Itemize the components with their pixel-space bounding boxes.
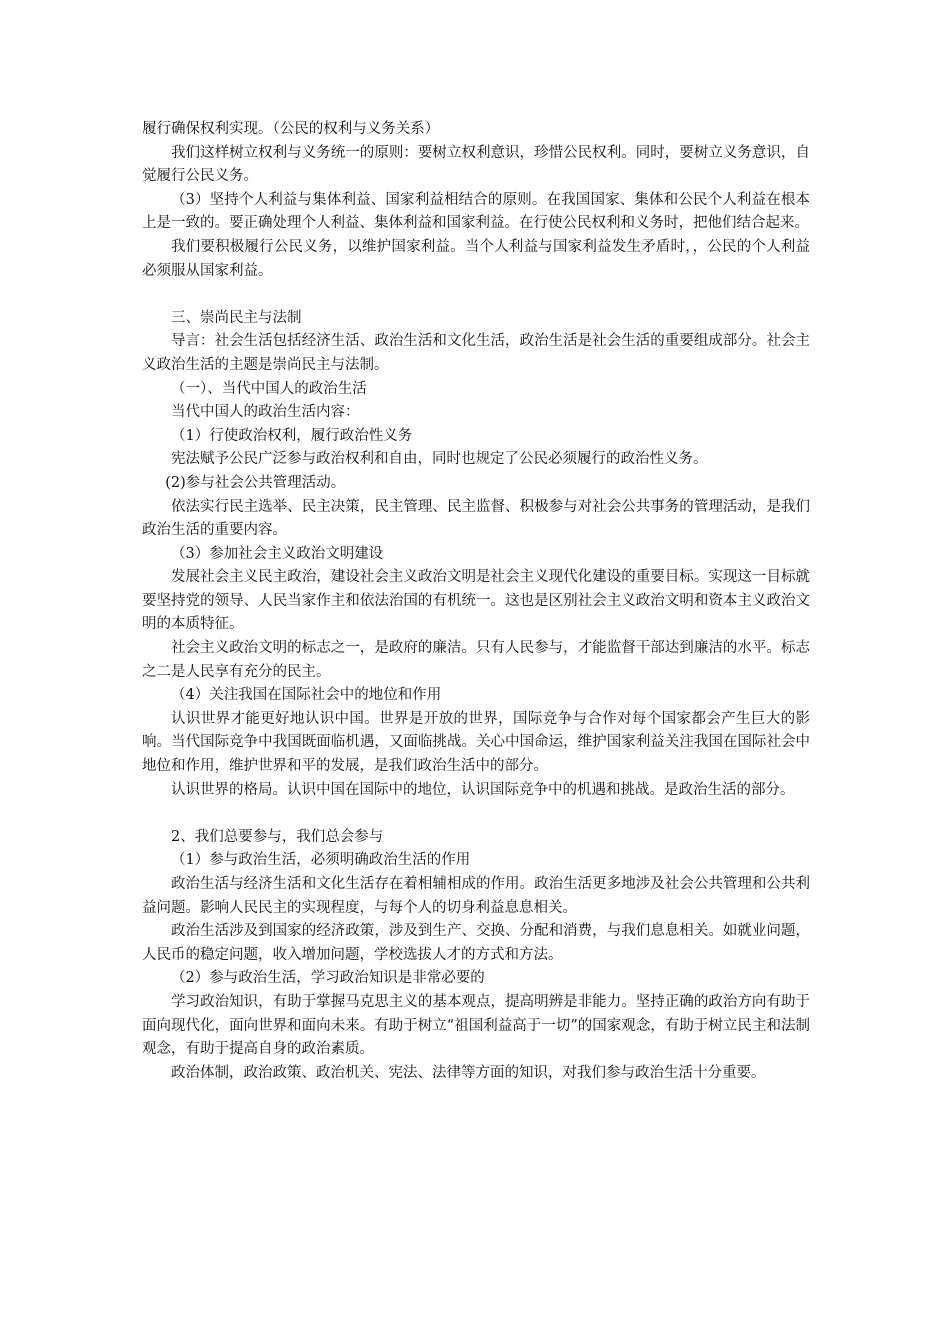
list-heading: （4）关注我国在国际社会中的地位和作用 [171, 687, 442, 704]
paragraph: 社会主义政治文明的标志之一，是政府的廉洁。只有人民参与，才能监督干部达到廉洁的水平。标志之二是人民享有充分的民主。 [142, 640, 810, 680]
blank-line [142, 283, 810, 307]
paragraph: 履行确保权利实现。（公民的权利与义务关系） [142, 121, 440, 137]
list-heading: （3）参加社会主义政治文明建设 [171, 545, 384, 562]
paragraph: 政治生活涉及到国家的经济政策，涉及到生产、交换、分配和消费，与我们息息相关。如就业问题，人民币的稳定问题，收入增加问题，学校选拔人才的方式和方法。 [142, 923, 810, 963]
paragraph: 认识世界才能更好地认识中国。世界是开放的世界，国际竞争与合作对每个国家都会产生巨大的影响。当代国际竞争中我国既面临机遇，又面临挑战。关心中国命运，维护国家利益关注我国在国际社会中地位和作用，维护世界和平的发展，是我们政治生活中的部分。 [142, 710, 810, 775]
paragraph: 我们这样树立权利与义务统一的原则：要树立权利意识，珍惜公民权利。同时，要树立义务意识，自觉履行公民义务。 [142, 144, 810, 185]
list-heading: (2)参与社会公共管理活动。 [165, 474, 346, 491]
paragraph: 政治体制，政治政策、政治机关、宪法、法律等方面的知识，对我们参与政治生活十分重要。 [171, 1064, 766, 1081]
paragraph: 政治生活与经济生活和文化生活存在着相辅相成的作用。政治生活更多地涉及社会公共管理和公共利益问题。影响人民民主的实现程度，与每个人的切身利益息息相关。 [142, 876, 810, 916]
blank-line [142, 802, 810, 826]
paragraph: 认识世界的格局。认识中国在国际中的地位，认识国际竞争中的机遇和挑战。是政治生活的部分。 [171, 781, 795, 798]
list-heading: （1）参与政治生活，必须明确政治生活的作用 [171, 852, 471, 869]
section-heading: 2、我们总要参与，我们总会参与 [171, 828, 384, 845]
paragraph: 学习政治知识，有助于掌握马克思主义的基本观点，提高明辨是非能力。坚持正确的政治方向有助于面向现代化，面向世界和面向未来。有助于树立“祖国利益高于一切”的国家观念，有助于树立民主和法制观念，有助于提高自身的政治素质。 [142, 993, 810, 1058]
section-heading: 三、崇尚民主与法制 [171, 309, 302, 326]
paragraph: 依法实行民主选举、民主决策，民主管理、民主监督、积极参与对社会公共事务的管理活动，是我们政治生活的重要内容。 [142, 498, 810, 539]
paragraph: 发展社会主义民主政治，建设社会主义政治文明是社会主义现代化建设的重要目标。实现这一目标就要坚持党的领导、人民当家作主和依法治国的有机统一。这也是区别社会主义政治文明和资本主义政治文明的本质特征。 [142, 569, 810, 633]
list-heading: （1）行使政治权利，履行政治性义务 [171, 427, 413, 444]
document-body [142, 118, 810, 1085]
paragraph: （3）坚持个人利益与集体利益、国家利益相结合的原则。在我国国家、集体和公民个人利益在根本上是一致的。要正确处理个人利益、集体利益和国家利益。在行使公民权利和义务时，把他们结合起来。 [142, 191, 810, 232]
paragraph: 宪法赋予公民广泛参与政治权利和自由，同时也规定了公民必须履行的政治性义务。 [171, 451, 708, 468]
paragraph: 导言：社会生活包括经济生活、政治生活和文化生活，政治生活是社会生活的重要组成部分。社会主义政治生活的主题是崇尚民主与法制。 [142, 333, 810, 373]
paragraph: 当代中国人的政治生活内容： [171, 404, 360, 421]
subsection-heading: （一）、当代中国人的政治生活 [171, 380, 367, 397]
list-heading: （2）参与政治生活，学习政治知识是非常必要的 [171, 970, 485, 987]
paragraph: 我们要积极履行公民义务，以维护国家利益。当个人利益与国家利益发生矛盾时，，公民的个人利益必须服从国家利益。 [142, 238, 810, 279]
